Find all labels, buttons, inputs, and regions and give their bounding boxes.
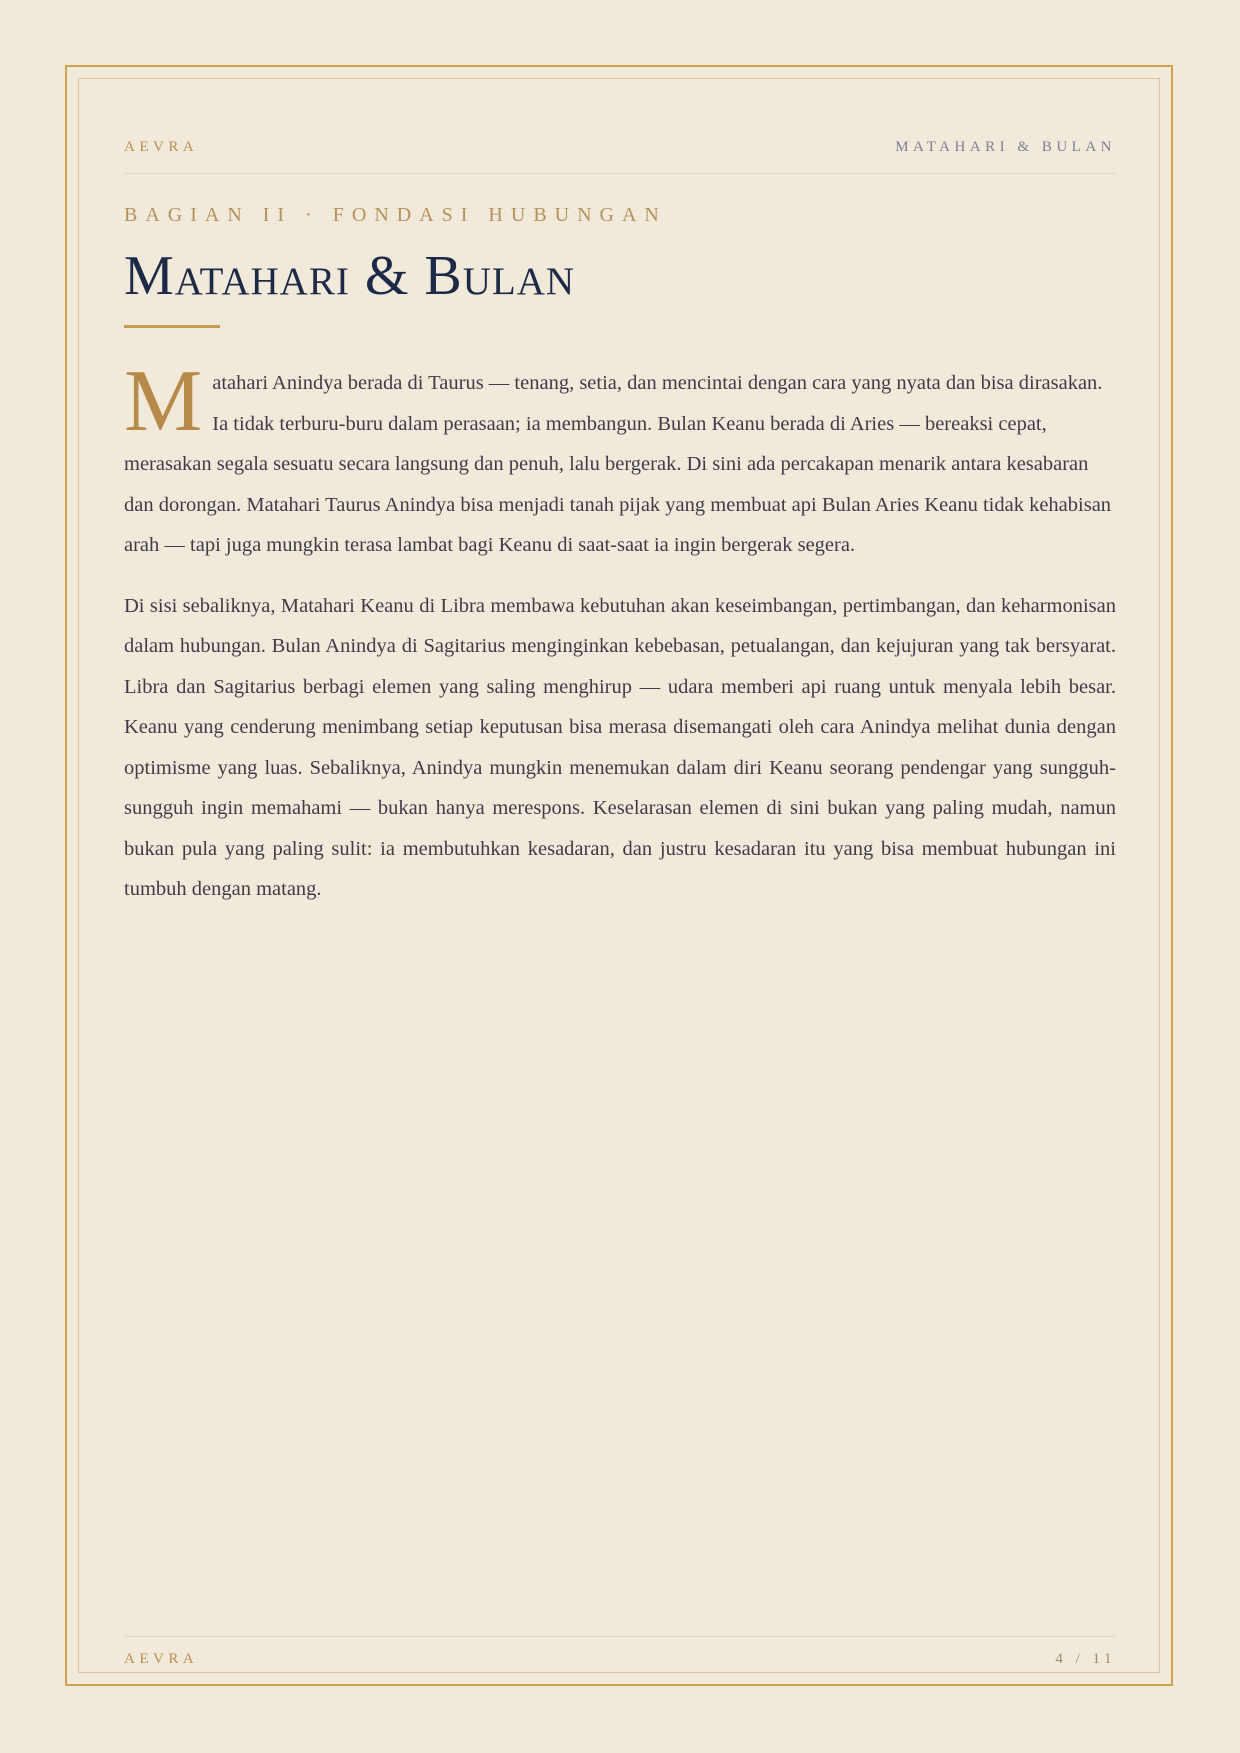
- page-title: Matahari & Bulan: [124, 245, 576, 307]
- footer-brand: AEVRA: [124, 1651, 199, 1667]
- title-divider: [124, 325, 220, 328]
- drop-cap: M: [124, 353, 203, 450]
- body-text: [124, 353, 1116, 910]
- running-footer: [124, 1636, 1116, 1667]
- paragraph-1-text: atahari Anindya berada di Taurus — tenang, setia, dan mencintai dengan cara yang nyata dan bisa dirasakan. Ia tidak terburu-buru dalam perasaan; ia membangun. Bulan Keanu berada di Aries — bereaksi cepat, merasakan segala sesuatu secara langsung dan penuh, lalu bergerak. Di sini ada percakapan menarik antara kesabaran dan dorongan. Matahari Taurus Anindya bisa menjadi tanah pijak yang membuat api Bulan Aries Keanu tidak kehabisan arah — tapi juga mungkin terasa lambat bagi Keanu di saat-saat ia ingin bergerak segera.: [124, 372, 1112, 556]
- page-content: [124, 0, 1116, 1753]
- section-label: BAGIAN II · FONDASI HUBUNGAN: [124, 204, 667, 226]
- paragraph-1: [124, 353, 1116, 566]
- header-running-title: MATAHARI & BULAN: [895, 139, 1116, 155]
- page-indicator: 4 / 11: [1055, 1651, 1116, 1667]
- paragraph-2: Di sisi sebaliknya, Matahari Keanu di Libra membawa kebutuhan akan keseimbangan, pertimbangan, dan keharmonisan dalam hubungan. Bulan Anindya di Sagitarius menginginkan kebebasan, petualangan, dan kejujuran yang tak bersyarat. Libra dan Sagitarius berbagi elemen yang saling menghirup — udara memberi api ruang untuk menyala lebih besar. Keanu yang cenderung menimbang setiap keputusan bisa merasa disemangati oleh cara Anindya melihat dunia dengan optimisme yang luas. Sebaliknya, Anindya mungkin menemukan dalam diri Keanu seorang pendengar yang sungguh-sungguh ingin memahami — bukan hanya merespons. Keselarasan elemen di sini bukan yang paling mudah, namun bukan pula yang paling sulit: ia membutuhkan kesadaran, dan justru kesadaran itu yang bisa membuat hubungan ini tumbuh dengan matang.: [124, 594, 1116, 900]
- header-brand: AEVRA: [124, 139, 199, 155]
- running-header: [124, 139, 1116, 174]
